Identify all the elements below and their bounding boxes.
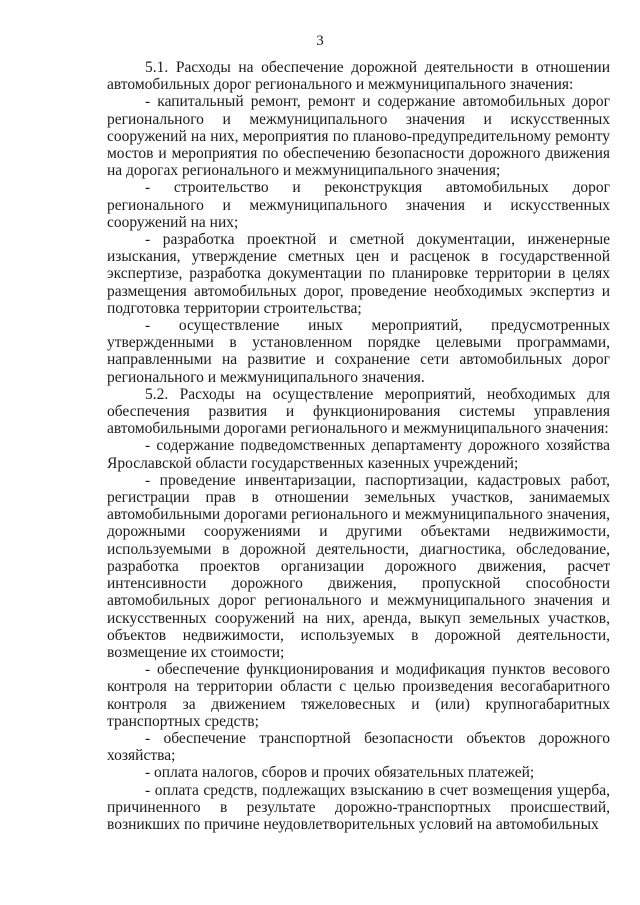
- list-item: - оплата налогов, сборов и прочих обязательных платежей;: [145, 764, 535, 782]
- paragraph-5-1-heading: 5.1. Расходы на обеспечение дорожной деятельности в отношении автомобильных дорог регионального и межмуниципального значения:: [107, 59, 610, 94]
- list-item: - содержание подведомственных департаменту дорожного хозяйства Ярославской области государственных казенных учреждений;: [107, 437, 610, 472]
- paragraph-5-2-heading: 5.2. Расходы на осуществление мероприятий, необходимых для обеспечения развития и функционирования системы управления автомобильными дорогами регионального и межмуниципального значения:: [107, 385, 610, 438]
- list-item: - обеспечение транспортной безопасности объектов дорожного хозяйства;: [107, 729, 610, 765]
- page-number: 3: [316, 33, 324, 49]
- list-item: - осуществление иных мероприятий, предусмотренных утвержденными в установленном порядке целевыми программами, направленными на развитие и сохранение сети автомобильных дорог регионального и межмуниципального значения.: [107, 317, 610, 386]
- list-item: - проведение инвентаризации, паспортизации, кадастровых работ, регистрации прав в отношении земельных участков, занимаемых автомобильными дорогами регионального и межмуниципального значения, дорожными сооружениями и другими объектами недвижимости, используемыми в дорожной деятельности, диагностика, обследование, разработка проектов организации дорожного движения, расчет интенсивности дорожного движения, пропускной способности автомобильных дорог регионального и межмуниципального значения и искусственных сооружений на них, аренда, выкуп земельных участков, объектов недвижимости, используемых в дорожной деятельности, возмещение их стоимости;: [107, 471, 610, 661]
- list-item: - строительство и реконструкция автомобильных дорог регионального и межмуниципального значения и искусственных сооружений на них;: [107, 179, 610, 231]
- list-item: - капитальный ремонт, ремонт и содержание автомобильных дорог регионального и межмуниципального значения и искусственных сооружений на них, мероприятия по планово-предупредительному ремонту мостов и мероприятия по обеспечению безопасности дорожного движения на дорогах регионального и межмуниципального значения;: [107, 93, 610, 180]
- list-item: - разработка проектной и сметной документации, инженерные изыскания, утверждение сметных цен и расценок в государственной экспертизе, разработка документации по планировке территории в целях размещения автомобильных дорог, проведение необходимых экспертиз и подготовка территории строительства;: [107, 231, 610, 317]
- list-item-continued: - оплата средств, подлежащих взысканию в счет возмещения ущерба, причиненного в результате дорожно-транспортных происшествий, возникших по причине неудовлетворительных условий на автомобильных: [107, 781, 610, 833]
- document-body: [107, 59, 610, 833]
- list-item: - обеспечение функционирования и модификация пунктов весового контроля на территории области с целью произведения весогабаритного контроля за движением тяжеловесных и (или) крупногабаритных транспортных средств;: [107, 661, 610, 730]
